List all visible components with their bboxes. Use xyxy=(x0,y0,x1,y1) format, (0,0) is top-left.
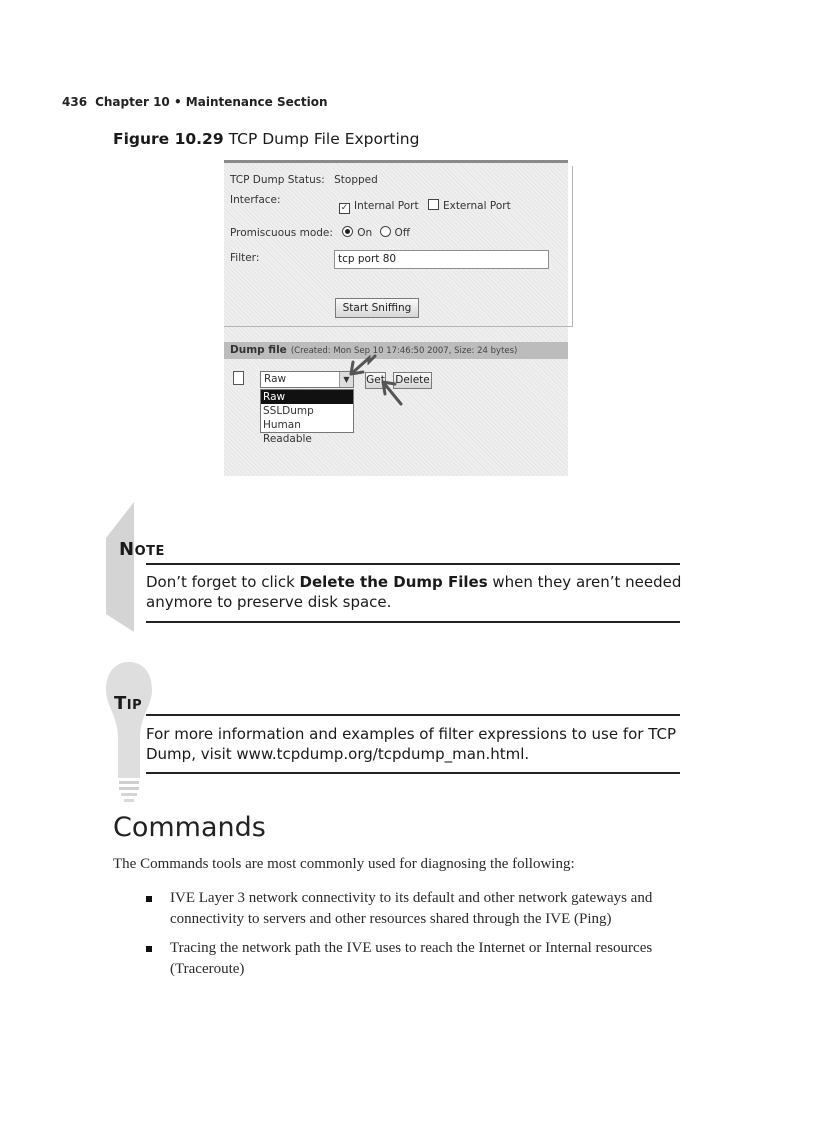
note-text-end: when they aren’t needed anymore to preserve disk space. xyxy=(146,573,682,611)
running-title: Chapter 10 • Maintenance Section xyxy=(95,95,328,109)
tip-heading-initial: T xyxy=(114,693,127,714)
arrow-icon xyxy=(351,356,375,374)
interface-label: Interface: xyxy=(230,194,281,206)
status-value: Stopped xyxy=(334,174,378,186)
panel-top-border xyxy=(224,160,568,163)
format-option[interactable]: SSLDump xyxy=(263,405,314,417)
interface-options xyxy=(339,199,511,214)
status-row xyxy=(230,174,378,186)
start-sniffing-button[interactable]: Start Sniffing xyxy=(335,298,419,318)
tip-bottom-rule xyxy=(146,772,680,774)
arrow-icon xyxy=(383,382,401,404)
bullet-marker xyxy=(146,896,152,902)
note-text xyxy=(146,572,686,612)
delete-button[interactable]: Delete xyxy=(393,372,432,389)
file-icon xyxy=(233,371,244,385)
tip-top-rule xyxy=(146,714,680,716)
note-top-rule xyxy=(146,563,680,565)
status-label: TCP Dump Status: xyxy=(230,174,325,186)
bullet-marker xyxy=(146,946,152,952)
internal-port-checkbox[interactable]: ✓ xyxy=(340,203,349,213)
external-port-label: External Port xyxy=(442,200,511,212)
figure-label: Figure 10.29 xyxy=(113,130,224,148)
section-intro: The Commands tools are most commonly used for diagnosing the following: xyxy=(113,856,575,872)
promiscuous-label: Promiscuous mode: xyxy=(230,227,333,239)
figure-caption xyxy=(113,130,419,148)
section-title: Commands xyxy=(113,812,266,843)
note-text-bold: Delete the Dump Files xyxy=(299,573,488,591)
dump-file-label: Dump file xyxy=(230,344,287,356)
format-option[interactable]: Human Readable xyxy=(263,419,312,445)
format-option[interactable]: Raw xyxy=(261,390,353,404)
dump-file-meta: (Created: Mon Sep 10 17:46:50 2007, Size: 24 bytes) xyxy=(290,346,518,356)
note-heading xyxy=(119,539,165,560)
chevron-down-icon[interactable]: ▼ xyxy=(339,372,353,387)
promiscuous-on-label: On xyxy=(357,227,373,239)
promiscuous-off-radio[interactable] xyxy=(380,226,391,237)
page-number: 436 xyxy=(62,95,88,109)
note-tab-icon xyxy=(106,502,136,632)
note-text-start: Don’t forget to click xyxy=(146,573,300,591)
list-item: IVE Layer 3 network connectivity to its default and other network gateways and connectivity to servers and other resources shared through the IVE (Ping) xyxy=(170,890,653,927)
note-bottom-rule xyxy=(146,621,680,623)
note-heading-initial: N xyxy=(119,539,135,560)
promiscuous-on-radio[interactable] xyxy=(342,226,353,237)
figure-title: TCP Dump File Exporting xyxy=(228,130,420,148)
list-item: Tracing the network path the IVE uses to reach the Internet or Internal resources (Traceroute) xyxy=(170,940,653,977)
get-button[interactable]: Get xyxy=(365,372,386,389)
tip-text: For more information and examples of filter expressions to use for TCP Dump, visit www.tcpdump.org/tcpdump_man.html. xyxy=(146,725,677,763)
filter-input[interactable]: tcp port 80 xyxy=(334,250,549,269)
promiscuous-off-label: Off xyxy=(394,227,411,239)
tcp-dump-screenshot xyxy=(224,160,568,476)
format-selected: Raw xyxy=(264,373,287,385)
tip-heading xyxy=(114,693,142,714)
note-heading-rest: OTE xyxy=(134,544,165,559)
promiscuous-row xyxy=(230,226,410,239)
callout-arrows xyxy=(339,352,419,424)
filter-label: Filter: xyxy=(230,252,260,264)
tip-heading-rest: IP xyxy=(126,698,143,713)
running-header xyxy=(62,95,328,109)
internal-port-label: Internal Port xyxy=(354,200,419,212)
external-port-checkbox[interactable] xyxy=(428,199,439,210)
